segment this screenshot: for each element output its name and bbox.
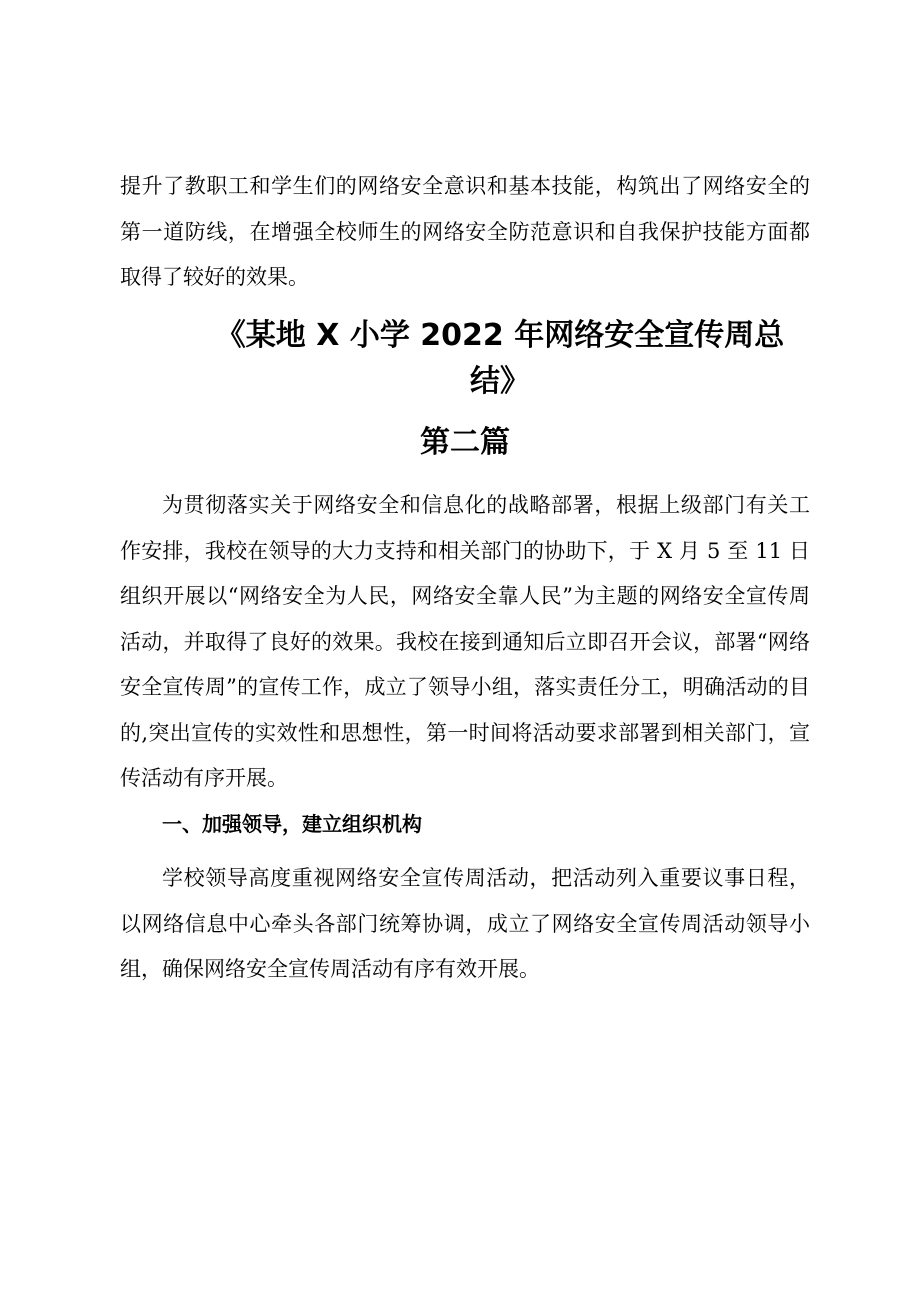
document-title-line-1: 《某地 X 小学 2022 年网络安全宣传周总 xyxy=(215,318,785,353)
intro-paragraph: 提升了教职工和学生们的网络安全意识和基本技能，构筑出了网络安全的第一道防线，在增强全校师生的网络安全防范意识和自我保护技能方面都取得了较好的效果。 xyxy=(120,174,810,289)
section-heading-1: 一、加强领导，建立组织机构 xyxy=(162,812,422,836)
document-title-line-2: 结》 xyxy=(470,364,530,399)
document-subtitle: 第二篇 xyxy=(420,425,510,460)
body-paragraph-1: 为贯彻落实关于网络安全和信息化的战略部署，根据上级部门有关工作安排，我校在领导的大力支持和相关部门的协助下，于 X 月 5 至 11 日组织开展以“网络安全为人民，网络安全靠人民”为主题的网络安全宣传周活动，并取得了良好的效果。我校在接到通知后立即召开会议，部署“网络安全宣传周”的宣传工作，成立了领导小组，落实责任分工，明确活动的目的,突出宣传的实效性和思想性，第一时间将活动要求部署到相关部门，宣传活动有序开展。 xyxy=(120,493,810,790)
body-paragraph-2: 学校领导高度重视网络安全宣传周活动，把活动列入重要议事日程，以网络信息中心牵头各部门统筹协调，成立了网络安全宣传周活动领导小组，确保网络安全宣传周活动有序有效开展。 xyxy=(120,866,810,981)
